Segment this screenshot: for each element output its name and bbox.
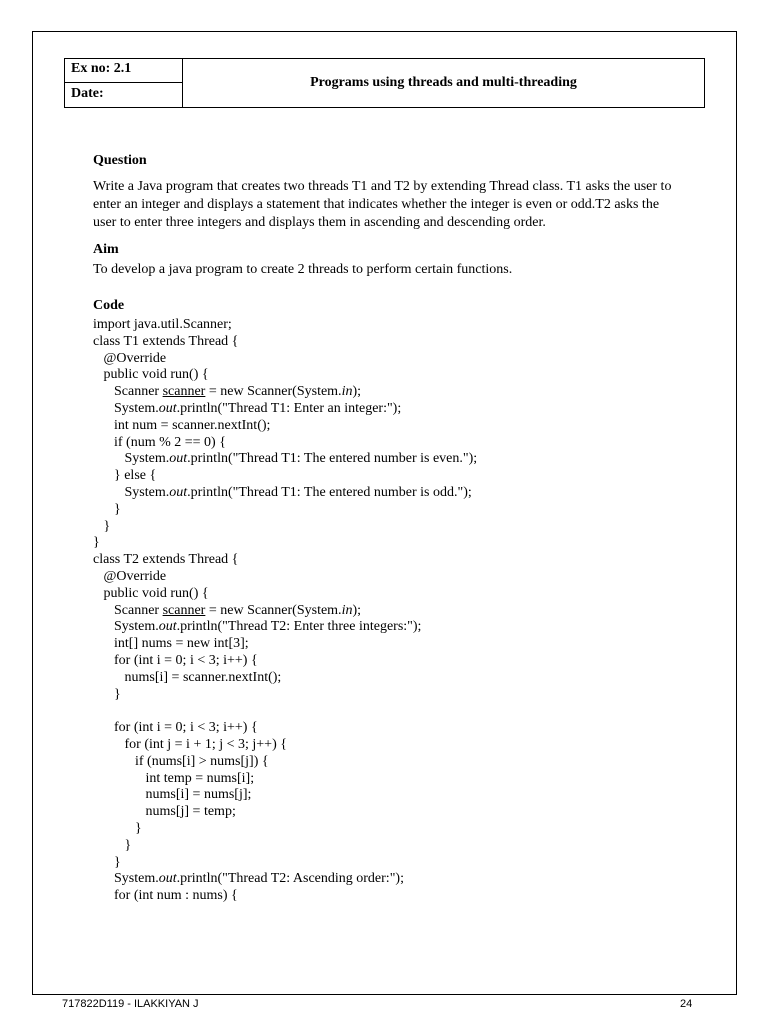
code-line: nums[i] = scanner.nextInt(); [93, 669, 282, 685]
code-block [93, 317, 683, 905]
code-line: for (int i = 0; i < 3; i++) { [93, 652, 258, 668]
code-line: public void run() { [93, 585, 209, 601]
exercise-header-table [64, 58, 705, 108]
aim-heading: Aim [93, 242, 119, 257]
code-line: class T2 extends Thread { [93, 552, 239, 568]
code-line: } [93, 518, 111, 534]
code-line: System.out.println("Thread T1: The entered number is odd."); [93, 484, 472, 500]
code-line: System.out.println("Thread T1: The entered number is even."); [93, 451, 478, 467]
code-line: Scanner scanner = new Scanner(System.in); [93, 602, 362, 618]
code-line: int temp = nums[i]; [93, 770, 255, 786]
code-heading: Code [93, 298, 125, 313]
exercise-number: Ex no: 2.1 [65, 59, 183, 83]
aim-text: To develop a java program to create 2 threads to perform certain functions. [93, 262, 513, 277]
code-line: } [93, 501, 121, 517]
code-line: @Override [93, 350, 167, 366]
exercise-title: Programs using threads and multi-threading [310, 75, 577, 90]
code-line: } [93, 820, 142, 836]
code-line: if (nums[i] > nums[j]) { [93, 753, 269, 769]
code-line: nums[i] = nums[j]; [93, 787, 252, 803]
document-body [93, 152, 683, 905]
question-heading: Question [93, 153, 147, 168]
code-line: import java.util.Scanner; [93, 317, 232, 332]
code-line: for (int i = 0; i < 3; i++) { [93, 720, 258, 736]
code-line: } [93, 837, 132, 853]
code-line: } [93, 535, 100, 551]
code-line: } else { [93, 468, 157, 484]
code-line: for (int num : nums) { [93, 888, 238, 904]
code-line: System.out.println("Thread T2: Ascending order:"); [93, 871, 404, 887]
exercise-date: Date: [65, 83, 183, 107]
question-text: Write a Java program that creates two threads T1 and T2 by extending Thread class. T1 asks the user to enter an integer and displays a statement that indicates whether the integer is even or odd.T2 asks the user to enter three integers and displays them in ascending and descending order. [93, 179, 672, 230]
code-line: @Override [93, 568, 167, 584]
code-line: public void run() { [93, 367, 209, 383]
footer-page-number: 24 [680, 998, 693, 1010]
code-line: Scanner scanner = new Scanner(System.in); [93, 384, 362, 400]
code-line [93, 703, 683, 720]
code-line: System.out.println("Thread T2: Enter three integers:"); [93, 619, 422, 635]
code-line: int num = scanner.nextInt(); [93, 417, 271, 433]
code-line: } [93, 686, 121, 702]
code-line: System.out.println("Thread T1: Enter an integer:"); [93, 400, 402, 416]
code-line: int[] nums = new int[3]; [93, 636, 249, 652]
code-line: } [93, 854, 121, 870]
footer-author: 717822D119 - ILAKKIYAN J [62, 998, 199, 1010]
code-line: if (num % 2 == 0) { [93, 434, 226, 450]
code-line: for (int j = i + 1; j < 3; j++) { [93, 736, 287, 752]
code-line: class T1 extends Thread { [93, 333, 239, 349]
code-line: nums[j] = temp; [93, 804, 236, 820]
